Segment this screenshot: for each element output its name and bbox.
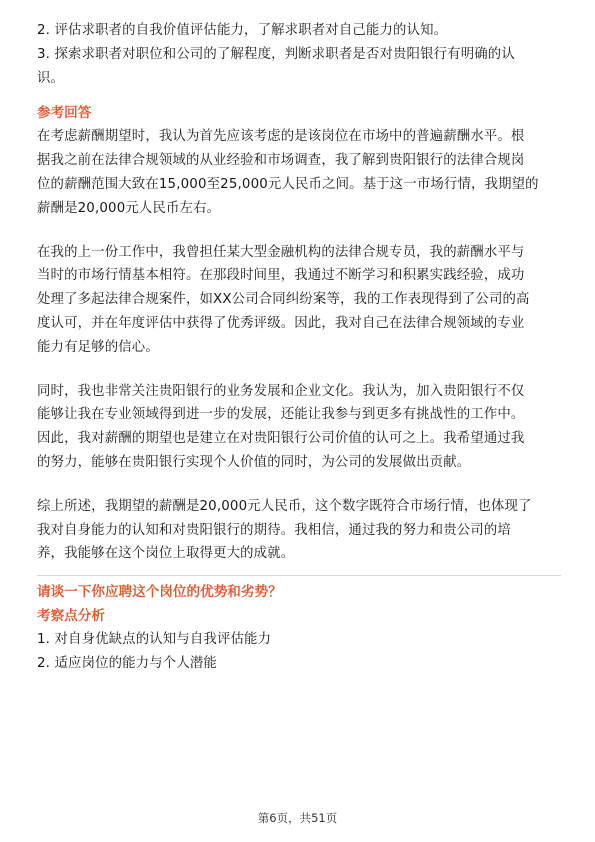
paragraph-line: 能力有足够的信心。 xyxy=(37,339,159,355)
paragraph-line: 因此，我对薪酬的期望也是建立在对贵阳银行公司价值的认可之上。我希望通过我 xyxy=(37,431,525,447)
paragraph-line: 养，我能够在这个岗位上取得更大的成就。 xyxy=(37,546,295,562)
section-divider xyxy=(37,575,561,576)
question-heading: 请谈一下你应聘这个岗位的优势和劣势？ xyxy=(37,584,282,601)
paragraph-line: 的努力，能够在贵阳银行实现个人价值的同时，为公司的发展做出贡献。 xyxy=(37,454,471,470)
paragraph-line: 位的薪酬范围大致在15,000至25,000元人民币之间。基于这一市场行情，我期望的 xyxy=(37,176,539,192)
list-item: 识。 xyxy=(37,70,65,86)
analysis-heading: 考察点分析 xyxy=(37,608,105,625)
answer-paragraph-4 xyxy=(37,495,561,566)
paragraph-line: 能够让我在专业领域得到进一步的发展，还能让我参与到更多有挑战性的工作中。 xyxy=(37,407,525,423)
paragraph-line: 处理了多起法律合规案件，如XX公司合同纠纷案等，我的工作表现得到了公司的高 xyxy=(37,292,530,308)
page-footer: 第6页，共51页 xyxy=(257,811,338,825)
paragraph-line: 当时的市场行情基本相符。在那段时间里，我通过不断学习和积累实践经验，成功 xyxy=(37,268,525,284)
list-item: 1. 对自身优缺点的认知与自我评估能力 xyxy=(37,632,272,648)
document-page xyxy=(37,0,561,676)
paragraph-line: 我对自身能力的认知和对贵阳银行的期待。我相信，通过我的努力和贵公司的培 xyxy=(37,522,511,538)
paragraph-line: 同时，我也非常关注贵阳银行的业务发展和企业文化。我认为，加入贵阳银行不仅 xyxy=(37,383,525,399)
answer-heading: 参考回答 xyxy=(37,105,92,122)
answer-paragraph-3 xyxy=(37,380,561,475)
list-item: 3. 探索求职者对职位和公司的了解程度，判断求职者是否对贵阳银行有明确的认 xyxy=(37,46,515,62)
paragraph-line: 在我的上一份工作中，我曾担任某大型金融机构的法律合规专员，我的薪酬水平与 xyxy=(37,244,525,260)
list-item: 2. 适应岗位的能力与个人潜能 xyxy=(37,655,217,671)
answer-paragraph-2 xyxy=(37,241,561,360)
paragraph-line: 据我之前在法律合规领域的从业经验和市场调查，我了解到贵阳银行的法律合规岗 xyxy=(37,153,525,169)
paragraph-line: 在考虑薪酬期望时，我认为首先应该考虑的是该岗位在市场中的普遍薪酬水平。根 xyxy=(37,129,525,145)
list-item: 2. 评估求职者的自我价值评估能力，了解求职者对自己能力的认知。 xyxy=(37,23,448,38)
paragraph-line: 度认可，并在年度评估中获得了优秀评级。因此，我对自己在法律合规领域的专业 xyxy=(37,315,525,331)
paragraph-line: 综上所述，我期望的薪酬是20,000元人民币，这个数字既符合市场行情，也体现了 xyxy=(37,498,532,514)
paragraph-line: 薪酬是20,000元人民币左右。 xyxy=(37,200,221,216)
answer-paragraph-1 xyxy=(37,125,561,220)
